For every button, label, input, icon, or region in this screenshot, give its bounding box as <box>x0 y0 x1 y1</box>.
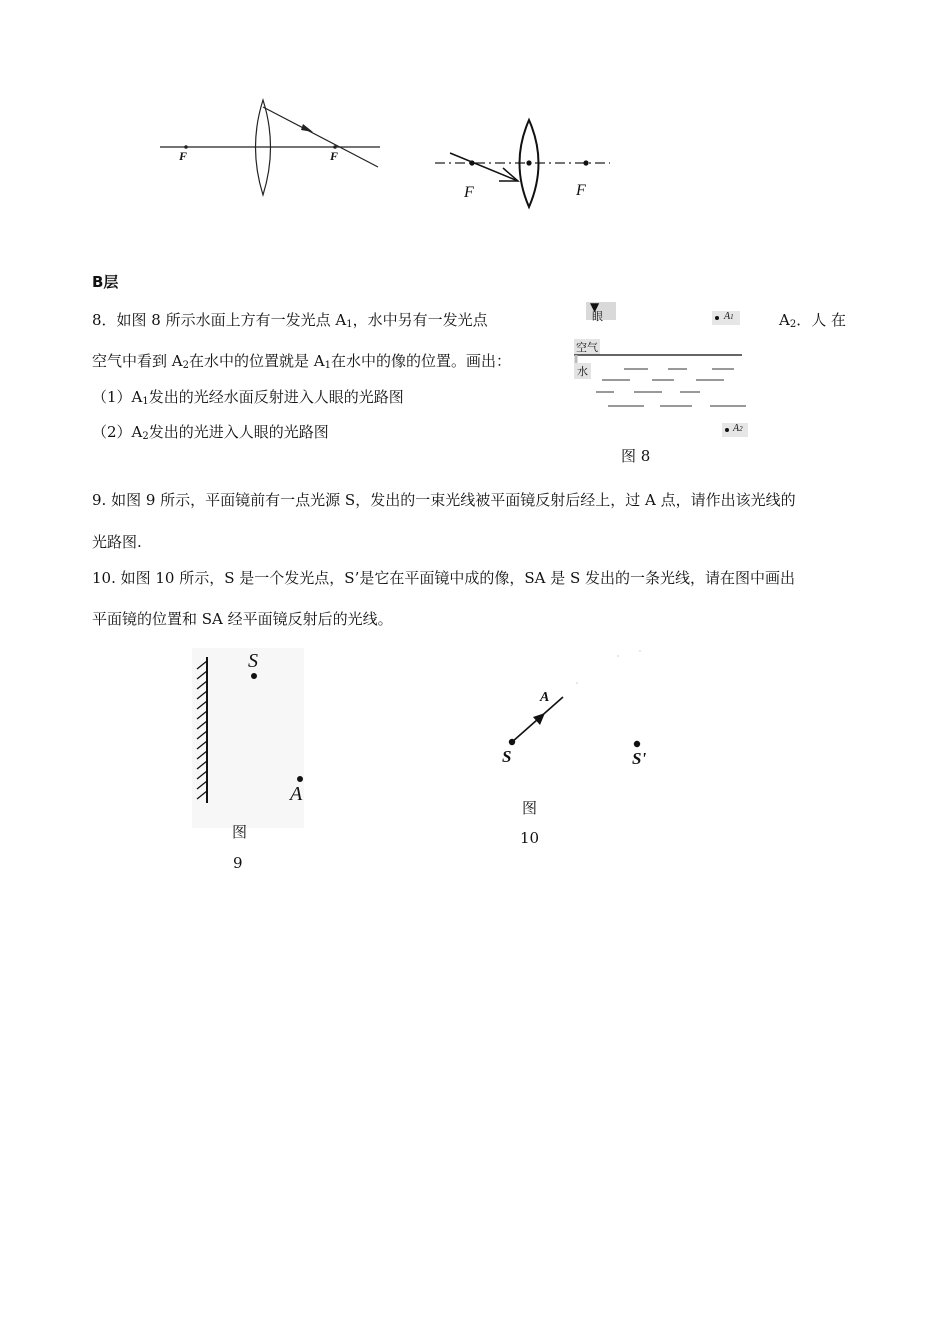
focus-point-right <box>583 160 588 165</box>
fig9-caption-2: 9 <box>233 854 243 872</box>
fig9-caption-1: 图 <box>232 823 248 841</box>
point-a2: A2 <box>722 423 748 437</box>
fig10-diagram <box>500 645 660 755</box>
q10-line1: 10. 如图 10 所示，S 是一个发光点，S’是它在平面镜中成的像，SA 是 S 发出的一条光线，请在图中画出 <box>92 569 796 587</box>
q8-line1: 8．如图 8 所示水面上方有一发光点 $A_1$，水中另有一发光点 <box>92 311 488 330</box>
q8-line1-tail: $A_2$．人 在 <box>779 311 846 330</box>
a1-dot <box>715 316 719 320</box>
q10-line2: 平面镜的位置和 SA 经平面镜反射后的光线。 <box>92 610 393 628</box>
point-a1: A1 <box>712 311 740 325</box>
eye-marker: ▼ 眼 <box>586 302 616 320</box>
water-label: 水 <box>574 363 591 379</box>
a2-dot <box>725 428 729 432</box>
focus-label-right: F <box>330 149 339 163</box>
fig10-s-prime-label: S' <box>632 749 647 768</box>
focus-label-left: F <box>179 149 188 163</box>
air-label: 空气 <box>576 341 598 354</box>
water-surface <box>574 350 749 410</box>
focus-point-left <box>469 160 474 165</box>
q8-line2: 空气中看到 $A_2$在水中的位置就是 $A_1$在水中的像的位置。画出： <box>92 352 511 371</box>
fig10-s-label: S <box>502 747 512 766</box>
fig9-s-label: S <box>248 650 258 672</box>
lens-center <box>526 160 531 165</box>
fig10-a-label: A <box>540 690 550 705</box>
fig9-a-dot <box>297 776 303 782</box>
fig10-s-dot <box>509 739 515 745</box>
q8-item2: $(2)A_2$发出的光进入人眼的光路图 <box>92 423 329 442</box>
plane-mirror <box>192 655 212 805</box>
lens-figure-2 <box>430 115 620 215</box>
fig9-a-label: A <box>290 783 303 805</box>
q9-line1: 9. 如图 9 所示，平面镜前有一点光源 S，发出的一束光线被平面镜反射后经上，过 A 点，请作出该光线的 <box>92 491 796 509</box>
fig8-caption: 图 8 <box>621 447 651 465</box>
ray-arrow <box>533 713 545 725</box>
focus-label-left: F <box>464 184 474 201</box>
q9-line2: 光路图. <box>92 533 142 551</box>
incident-ray <box>450 153 518 181</box>
ray-arrow <box>301 124 313 132</box>
q8-item1: $(1)A_1$发出的光经水面反射进入人眼的光路图 <box>92 388 404 407</box>
focus-label-right: F <box>576 182 586 199</box>
fig10-caption-2: 10 <box>520 829 540 847</box>
eye-icon: ▼ <box>590 300 600 314</box>
fig9-s-dot <box>251 673 257 679</box>
light-ray <box>263 107 378 167</box>
fig10-s-prime-dot <box>634 741 640 747</box>
section-title: B层 <box>92 273 119 291</box>
fig10-caption-1: 图 <box>522 799 538 817</box>
